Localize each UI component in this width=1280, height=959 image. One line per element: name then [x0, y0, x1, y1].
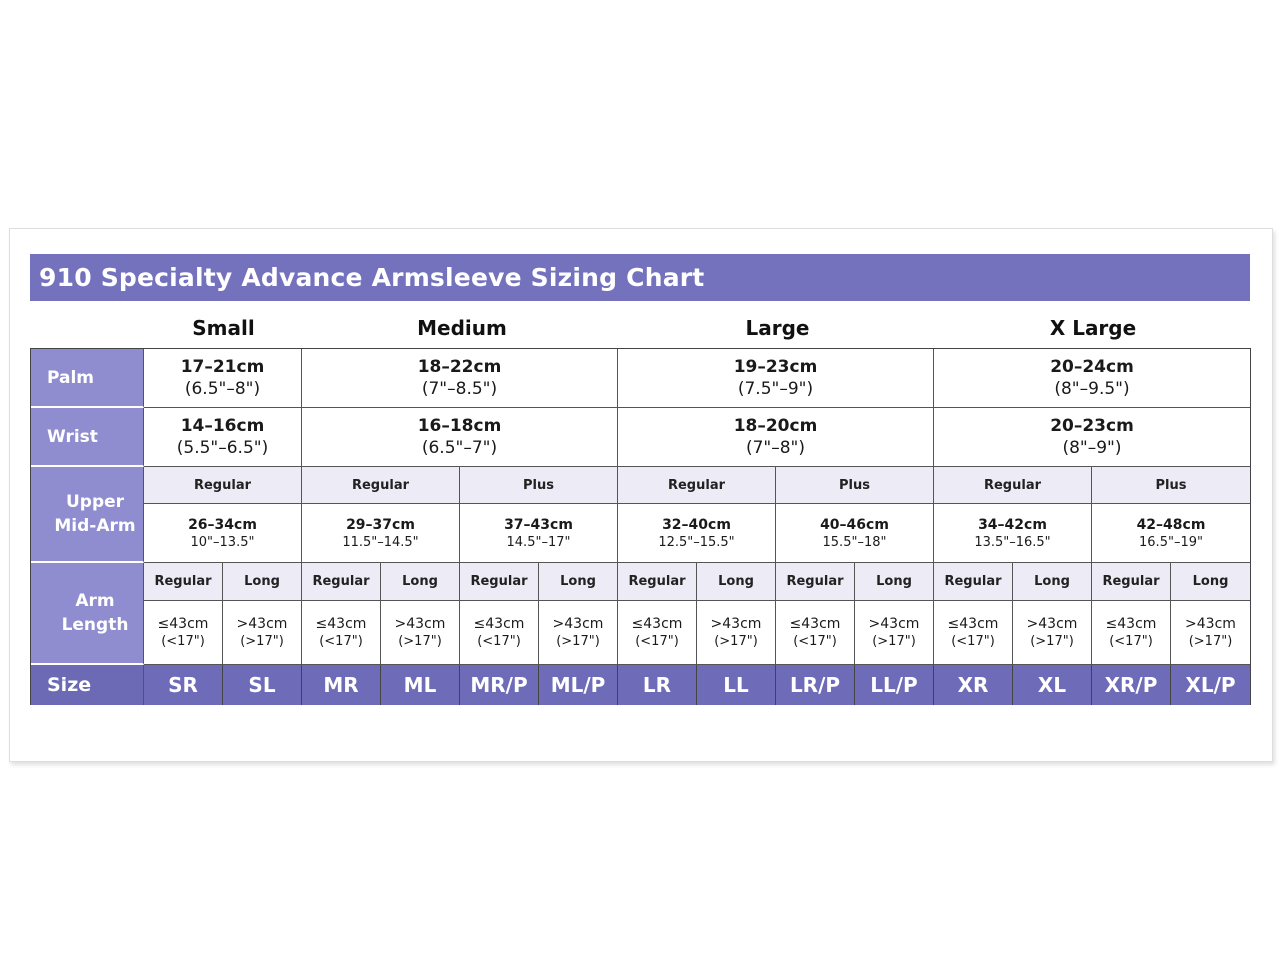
- arm-length-value: [776, 601, 855, 665]
- size-code: SR: [144, 665, 223, 705]
- size-code: XR: [934, 665, 1013, 705]
- arm-type: Regular: [934, 563, 1013, 601]
- upper-in: 16.5"–19": [1139, 534, 1203, 550]
- palm-medium: [302, 349, 618, 408]
- upper-in: 11.5"–14.5": [342, 534, 419, 550]
- arm-cm: >43cm: [868, 615, 920, 632]
- upper-cm: 34–42cm: [978, 516, 1047, 533]
- upper-in: 14.5"–17": [506, 534, 571, 550]
- wrist-large: [618, 408, 934, 467]
- arm-in: (<17"): [161, 633, 205, 649]
- arm-length-value: [539, 601, 618, 665]
- wrist-medium-in: (6.5"–7"): [421, 438, 498, 458]
- arm-cm: ≤43cm: [789, 615, 841, 632]
- palm-medium-cm: 18–22cm: [417, 357, 502, 377]
- palm-large: [618, 349, 934, 408]
- arm-in: (>17"): [872, 633, 916, 649]
- arm-length-value: [697, 601, 776, 665]
- arm-in: (>17"): [1030, 633, 1074, 649]
- row-label-wrist: Wrist: [31, 408, 144, 467]
- wrist-small: [144, 408, 302, 467]
- upper-medium-regular: [302, 504, 460, 563]
- arm-type: Regular: [618, 563, 697, 601]
- arm-length-value: [855, 601, 934, 665]
- size-code: MR/P: [460, 665, 539, 705]
- size-code: ML/P: [539, 665, 618, 705]
- palm-large-cm: 19–23cm: [733, 357, 818, 377]
- upper-fit-xlarge-regular: Regular: [934, 467, 1092, 504]
- upper-fit-large-regular: Regular: [618, 467, 776, 504]
- palm-x-large-in: (8"–9.5"): [1054, 379, 1130, 399]
- upper-cm: 40–46cm: [820, 516, 889, 533]
- arm-cm: ≤43cm: [947, 615, 999, 632]
- arm-in: (<17"): [319, 633, 363, 649]
- upper-large-regular: [618, 504, 776, 563]
- arm-cm: ≤43cm: [1105, 615, 1157, 632]
- upper-fit-small-regular: Regular: [144, 467, 302, 504]
- size-code: MR: [302, 665, 381, 705]
- arm-length-value: [618, 601, 697, 665]
- arm-in: (>17"): [1188, 633, 1233, 649]
- size-code: SL: [223, 665, 302, 705]
- wrist-x-large: [934, 408, 1250, 467]
- upper-cm: 29–37cm: [346, 516, 415, 533]
- upper-in: 13.5"–16.5": [974, 534, 1051, 550]
- arm-type: Long: [1013, 563, 1092, 601]
- palm-small: [144, 349, 302, 408]
- upper-fit-xlarge-plus: Plus: [1092, 467, 1250, 504]
- wrist-x-large-cm: 20–23cm: [1050, 416, 1134, 436]
- arm-in: (<17"): [477, 633, 521, 649]
- arm-cm: >43cm: [552, 615, 604, 632]
- wrist-large-in: (7"–8"): [745, 438, 806, 458]
- size-code: XL: [1013, 665, 1092, 705]
- arm-length-value: [1171, 601, 1250, 665]
- sizing-table: [30, 348, 1251, 705]
- arm-type: Regular: [1092, 563, 1171, 601]
- size-group-large: Large: [745, 316, 810, 340]
- upper-cm: 42–48cm: [1136, 516, 1206, 533]
- size-code: XL/P: [1171, 665, 1250, 705]
- arm-cm: ≤43cm: [631, 615, 683, 632]
- size-code: LR: [618, 665, 697, 705]
- wrist-medium: [302, 408, 618, 467]
- arm-cm: >43cm: [236, 615, 288, 632]
- arm-type: Long: [697, 563, 776, 601]
- arm-in: (<17"): [951, 633, 995, 649]
- size-group-x-large: X Large: [1049, 316, 1137, 340]
- row-label-arm-length: Arm Length: [31, 563, 144, 665]
- upper-medium-plus: [460, 504, 618, 563]
- upper-in: 10"–13.5": [190, 534, 255, 550]
- upper-in: 12.5"–15.5": [658, 534, 735, 550]
- arm-cm: >43cm: [710, 615, 762, 632]
- arm-type: Long: [539, 563, 618, 601]
- wrist-small-in: (5.5"–6.5"): [176, 438, 269, 458]
- arm-length-value: [460, 601, 539, 665]
- palm-small-cm: 17–21cm: [180, 357, 265, 377]
- size-code: ML: [381, 665, 460, 705]
- upper-fit-medium-plus: Plus: [460, 467, 618, 504]
- arm-length-value: [302, 601, 381, 665]
- palm-small-in: (6.5"–8"): [184, 379, 261, 399]
- wrist-small-cm: 14–16cm: [180, 416, 265, 436]
- arm-type: Regular: [776, 563, 855, 601]
- wrist-medium-cm: 16–18cm: [417, 416, 502, 436]
- wrist-large-cm: 18–20cm: [733, 416, 818, 436]
- upper-fit-large-plus: Plus: [776, 467, 934, 504]
- arm-cm: ≤43cm: [473, 615, 525, 632]
- upper-cm: 32–40cm: [662, 516, 731, 533]
- arm-length-value: [223, 601, 302, 665]
- arm-in: (>17"): [398, 633, 442, 649]
- arm-cm: ≤43cm: [315, 615, 367, 632]
- upper-fit-medium-regular: Regular: [302, 467, 460, 504]
- arm-type: Long: [223, 563, 302, 601]
- arm-cm: >43cm: [1185, 615, 1236, 632]
- upper-large-plus: [776, 504, 934, 563]
- arm-type: Regular: [144, 563, 223, 601]
- arm-in: (<17"): [635, 633, 679, 649]
- arm-cm: ≤43cm: [157, 615, 209, 632]
- size-group-medium: Medium: [417, 316, 507, 340]
- arm-length-value: [381, 601, 460, 665]
- arm-type: Regular: [302, 563, 381, 601]
- palm-x-large-cm: 20–24cm: [1050, 357, 1134, 377]
- arm-type: Long: [855, 563, 934, 601]
- row-label-upper-mid-arm: Upper Mid-Arm: [31, 467, 144, 563]
- arm-in: (>17"): [714, 633, 758, 649]
- upper-xlarge-plus: [1092, 504, 1250, 563]
- upper-small-regular: [144, 504, 302, 563]
- arm-in: (<17"): [793, 633, 837, 649]
- upper-cm: 37–43cm: [504, 516, 573, 533]
- arm-length-value: [1013, 601, 1092, 665]
- palm-x-large: [934, 349, 1250, 408]
- arm-in: (>17"): [240, 633, 284, 649]
- arm-in: (>17"): [556, 633, 600, 649]
- size-code: XR/P: [1092, 665, 1171, 705]
- palm-large-in: (7.5"–9"): [737, 379, 814, 399]
- arm-type: Regular: [460, 563, 539, 601]
- arm-cm: >43cm: [1026, 615, 1078, 632]
- arm-length-value: [934, 601, 1013, 665]
- arm-cm: >43cm: [394, 615, 446, 632]
- size-group-small: Small: [192, 316, 255, 340]
- upper-xlarge-regular: [934, 504, 1092, 563]
- size-code: LL/P: [855, 665, 934, 705]
- size-code: LR/P: [776, 665, 855, 705]
- arm-type: Long: [1171, 563, 1250, 601]
- chart-title: 910 Specialty Advance Armsleeve Sizing Chart: [30, 254, 1250, 301]
- arm-length-value: [1092, 601, 1171, 665]
- row-label-size: Size: [31, 665, 144, 705]
- wrist-x-large-in: (8"–9"): [1062, 438, 1122, 458]
- arm-type: Long: [381, 563, 460, 601]
- upper-in: 15.5"–18": [822, 534, 887, 550]
- arm-in: (<17"): [1109, 633, 1153, 649]
- size-code: LL: [697, 665, 776, 705]
- palm-medium-in: (7"–8.5"): [421, 379, 498, 399]
- row-label-palm: Palm: [31, 349, 144, 408]
- upper-cm: 26–34cm: [188, 516, 257, 533]
- arm-length-value: [144, 601, 223, 665]
